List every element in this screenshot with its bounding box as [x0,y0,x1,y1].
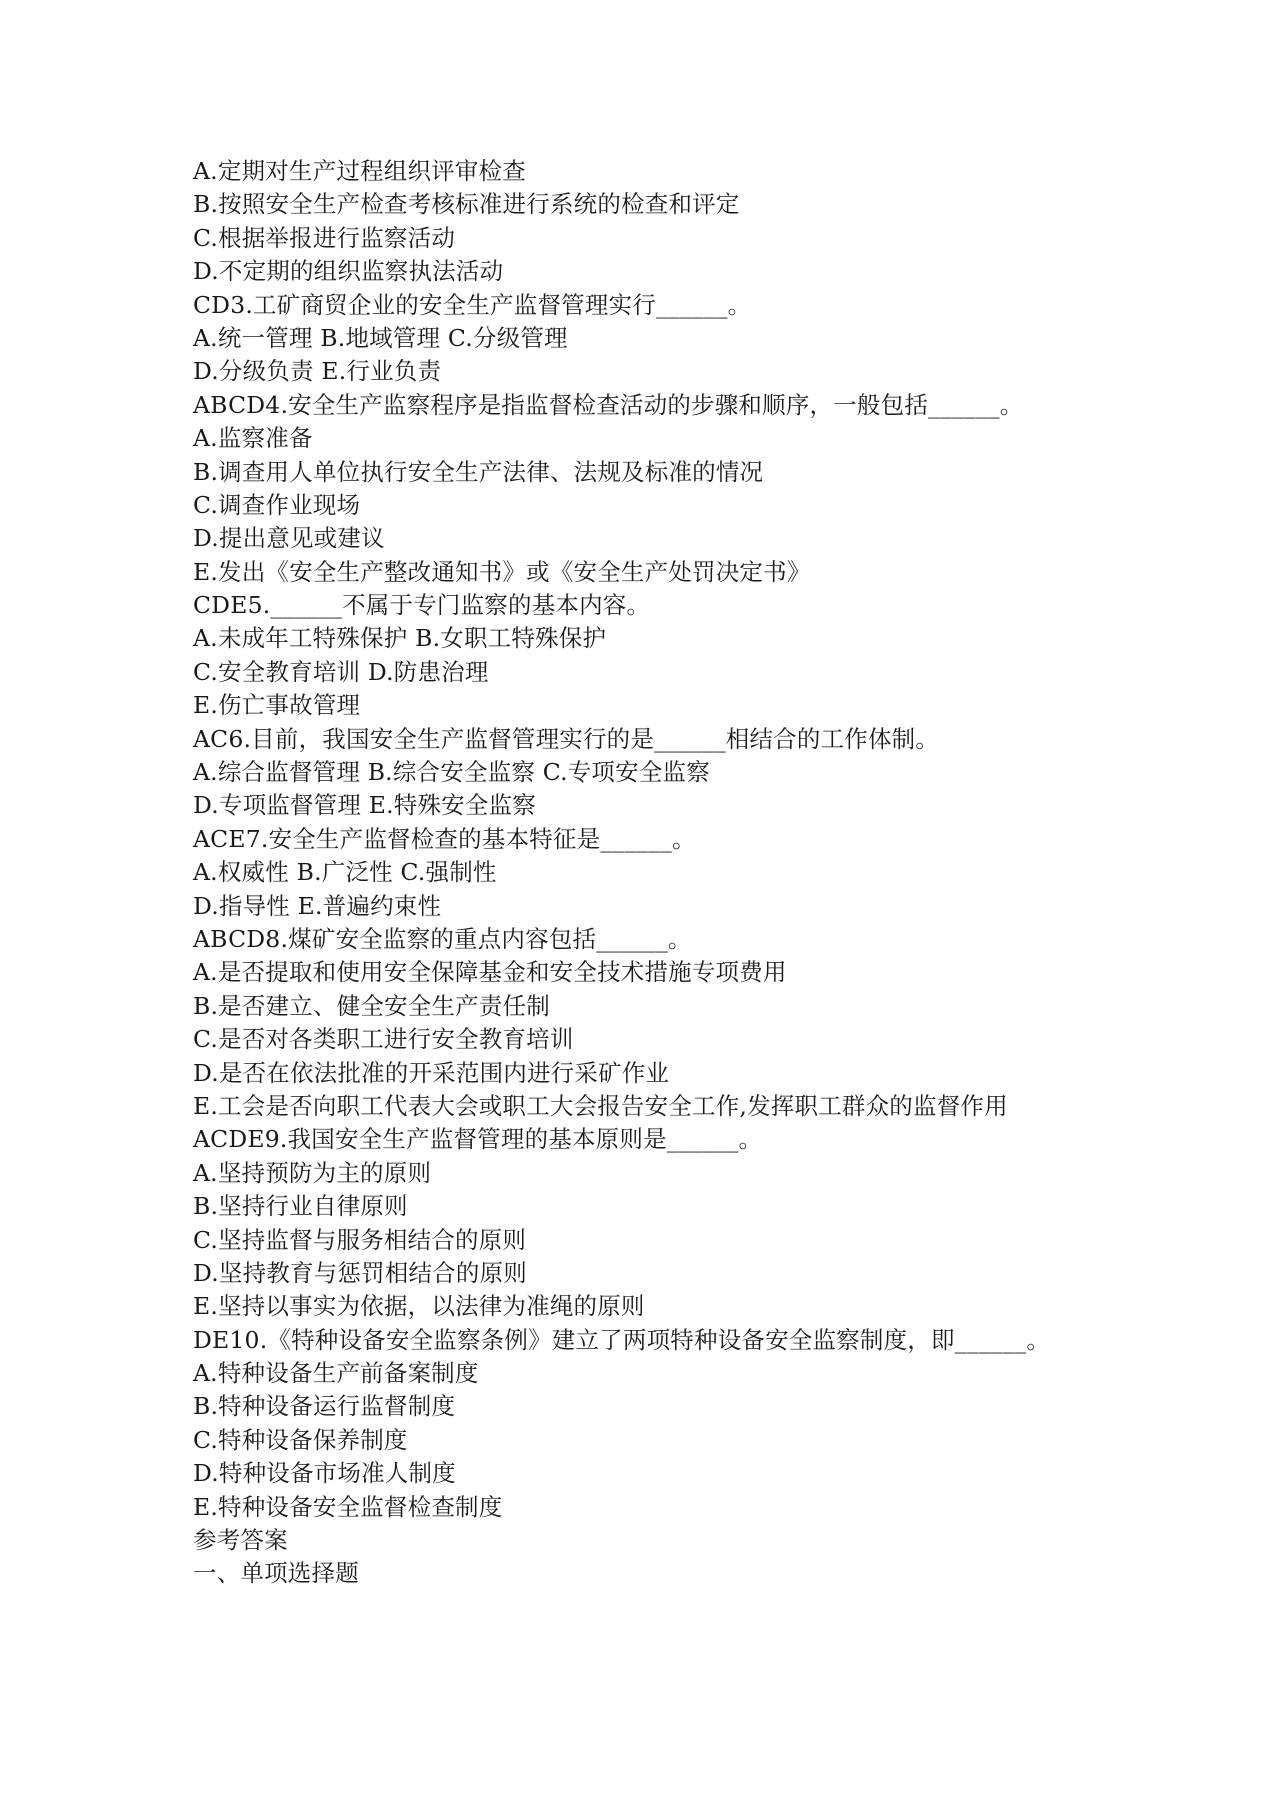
section-heading: 参考答案 [193,1526,288,1555]
question-line: AC6.目前，我国安全生产监督管理实行的是______相结合的工作体制。 [193,724,940,753]
option-line: E.伤亡事故管理 [193,691,361,720]
option-line: D.坚持教育与惩罚相结合的原则 [193,1258,527,1287]
option-line: D.分级负责 E.行业负责 [193,357,442,386]
question-line: ABCD4.安全生产监察程序是指监督检查活动的步骤和顺序，一般包括______。 [193,390,1024,419]
option-line: C.特种设备保养制度 [193,1425,408,1454]
option-line: D.指导性 E.普遍约束性 [193,891,442,920]
section-heading: 一、单项选择题 [193,1559,359,1588]
option-line: D.专项监督管理 E.特殊安全监察 [193,791,536,820]
question-line: ABCD8.煤矿安全监察的重点内容包括______。 [193,924,692,953]
option-line: A.定期对生产过程组织评审检查 [193,157,526,185]
option-line: B.是否建立、健全安全生产责任制 [193,991,550,1020]
document-body [193,155,1193,1591]
option-line: A.特种设备生产前备案制度 [193,1359,479,1388]
question-line: CD3.工矿商贸企业的安全生产监督管理实行______。 [193,290,752,319]
option-line: D.是否在依法批准的开采范围内进行采矿作业 [193,1058,670,1087]
option-line: E.工会是否向职工代表大会或职工大会报告安全工作,发挥职工群众的监督作用 [193,1091,1008,1120]
option-line: B.调查用人单位执行安全生产法律、法规及标准的情况 [193,457,764,486]
option-line: C.安全教育培训 D.防患治理 [193,657,489,686]
question-line: ACE7.安全生产监督检查的基本特征是______。 [193,824,696,853]
question-line: DE10.《特种设备安全监察条例》建立了两项特种设备安全监察制度，即______。 [193,1325,1051,1354]
option-line: C.是否对各类职工进行安全教育培训 [193,1025,574,1054]
option-line: C.根据举报进行监察活动 [193,223,456,252]
option-line: D.特种设备市场准人制度 [193,1459,456,1488]
option-line: A.未成年工特殊保护 B.女职工特殊保护 [193,624,607,653]
option-line: A.统一管理 B.地域管理 C.分级管理 [193,323,568,352]
question-line: CDE5.______不属于专门监察的基本内容。 [193,591,651,620]
option-line: A.坚持预防为主的原则 [193,1158,432,1187]
option-line: A.综合监督管理 B.综合安全监察 C.专项安全监察 [193,758,710,787]
option-line: B.坚持行业自律原则 [193,1192,408,1221]
option-line: D.不定期的组织监察执法活动 [193,257,504,286]
option-line: C.调查作业现场 [193,490,361,519]
option-line: A.监察准备 [193,424,313,453]
option-line: A.权威性 B.广泛性 C.强制性 [193,858,497,887]
question-line: ACDE9.我国安全生产监督管理的基本原则是______。 [193,1125,763,1154]
option-line: A.是否提取和使用安全保障基金和安全技术措施专项费用 [193,958,787,987]
option-line: C.坚持监督与服务相结合的原则 [193,1225,527,1254]
option-line: E.发出《安全生产整改通知书》或《安全生产处罚决定书》 [193,557,811,586]
option-line: E.坚持以事实为依据，以法律为准绳的原则 [193,1292,645,1321]
option-line: B.特种设备运行监督制度 [193,1392,456,1421]
option-line: B.按照安全生产检查考核标准进行系统的检查和评定 [193,190,740,219]
option-line: E.特种设备安全监督检查制度 [193,1492,503,1521]
option-line: D.提出意见或建议 [193,524,385,553]
